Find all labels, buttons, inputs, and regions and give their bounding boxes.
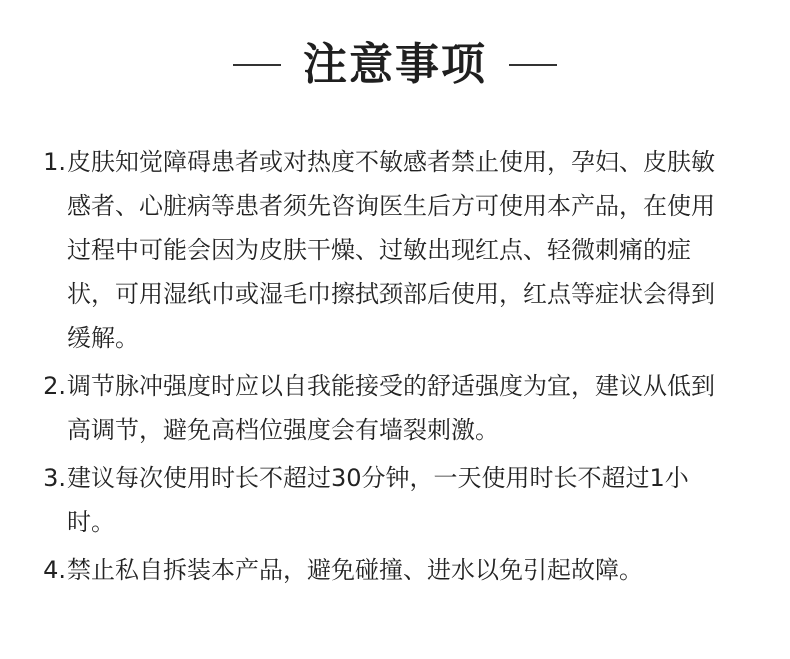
note-item <box>34 364 754 452</box>
note-number: 3. <box>43 464 66 492</box>
note-number: 2. <box>43 372 66 400</box>
notes-list <box>34 140 754 592</box>
note-item <box>34 140 754 360</box>
note-text: 皮肤知觉障碍患者或对热度不敏感者禁止使用，孕妇、皮肤敏感者、心脏病等患者须先咨询医生后方可使用本产品，在使用过程中可能会因为皮肤干燥、过敏出现红点、轻微刺痛的症状，可用湿纸巾或湿毛巾擦拭颈部后使用，红点等症状会得到缓解。 <box>67 148 715 352</box>
note-text: 调节脉冲强度时应以自我能接受的舒适强度为宜，建议从低到高调节，避免高档位强度会有墙裂刺激。 <box>67 372 715 444</box>
note-item <box>34 456 754 544</box>
notes-header <box>0 30 790 100</box>
note-text: 建议每次使用时长不超过30分钟，一天使用时长不超过1小时。 <box>67 464 689 536</box>
page-title: 注意事项 <box>303 39 487 90</box>
header-left-rule <box>233 64 281 66</box>
note-text: 禁止私自拆装本产品，避免碰撞、进水以免引起故障。 <box>67 556 643 584</box>
note-number: 4. <box>43 556 66 584</box>
header-right-rule <box>509 64 557 66</box>
note-number: 1. <box>43 148 66 176</box>
note-item <box>34 548 754 592</box>
